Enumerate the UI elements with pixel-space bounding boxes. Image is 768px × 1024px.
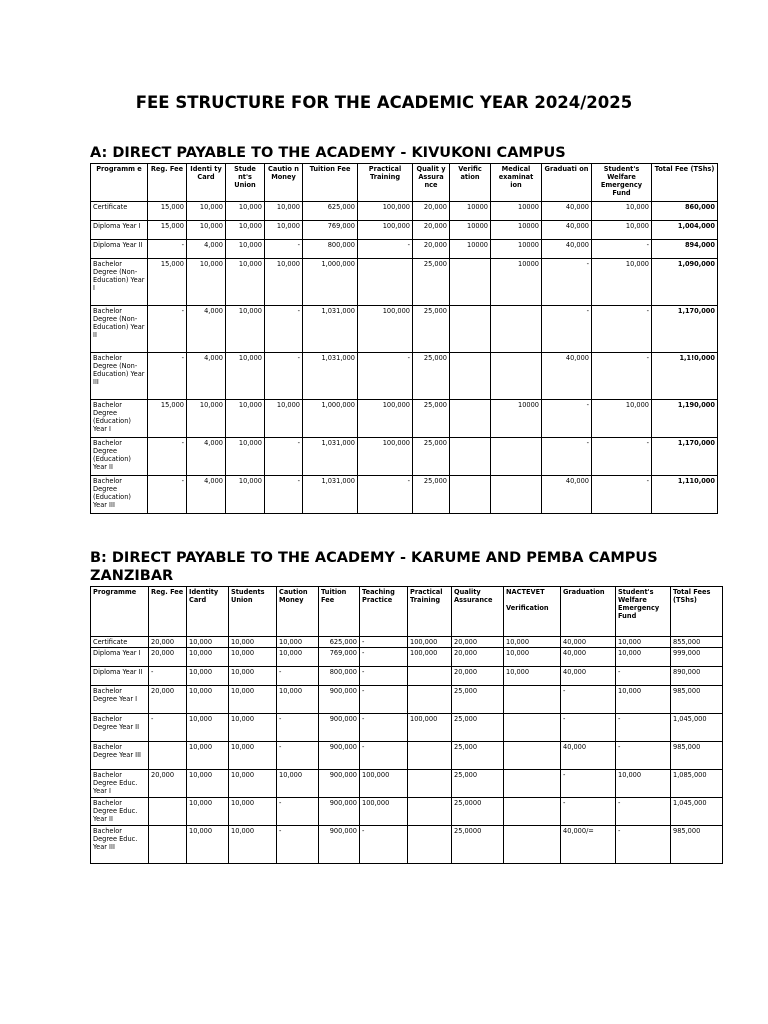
fee-cell-reg-fee: - bbox=[149, 714, 187, 742]
fee-cell-students-union: 10,000 bbox=[229, 714, 277, 742]
fee-cell-welfare-fund: - bbox=[616, 798, 671, 826]
fee-cell-col8: 25,000 bbox=[413, 476, 450, 514]
fee-cell-students-union: 10,000 bbox=[226, 202, 265, 221]
programme-cell: Bachelor Degree Educ. Year III bbox=[91, 826, 149, 864]
programme-cell: Bachelor Degree (Education) Year I bbox=[91, 400, 148, 438]
col-header-identity-card: Identi ty Card bbox=[187, 164, 226, 202]
fee-cell-col7: 100,000 bbox=[358, 202, 413, 221]
fee-cell-identity-card: 10,000 bbox=[187, 798, 229, 826]
fee-cell-col9 bbox=[450, 438, 491, 476]
fee-cell-total: 1,1!0,000 bbox=[652, 353, 718, 400]
table-a-table-row bbox=[91, 221, 718, 240]
fee-cell-graduation: - bbox=[542, 438, 592, 476]
fee-cell-tuition-fee: 900,000 bbox=[319, 714, 360, 742]
fee-cell-reg-fee: - bbox=[148, 476, 187, 514]
fee-cell-students-union: 10,000 bbox=[226, 306, 265, 353]
fee-cell-graduation: 40,000/= bbox=[561, 826, 616, 864]
col-header-welfare-fund: Student's Welfare Emergency Fund bbox=[616, 587, 671, 637]
programme-cell: Bachelor Degree Educ. Year I bbox=[91, 770, 149, 798]
col-header-caution-money: Cautio n Money bbox=[265, 164, 303, 202]
fee-cell-welfare-fund: - bbox=[592, 476, 652, 514]
programme-cell: Diploma Year II bbox=[91, 667, 149, 686]
fee-cell-col7: - bbox=[360, 686, 408, 714]
section-b-heading: B: DIRECT PAYABLE TO THE ACADEMY - KARUME AND PEMBA CAMPUS ZANZIBAR bbox=[90, 550, 658, 584]
fee-cell-graduation: - bbox=[542, 259, 592, 306]
fee-cell-welfare-fund: - bbox=[592, 438, 652, 476]
fee-cell-col7: 100,000 bbox=[358, 306, 413, 353]
fee-cell-identity-card: 10,000 bbox=[187, 714, 229, 742]
fee-cell-identity-card: 10,000 bbox=[187, 648, 229, 667]
fee-cell-graduation: 40,000 bbox=[561, 667, 616, 686]
fee-cell-total: 1,004,000 bbox=[652, 221, 718, 240]
fee-cell-graduation: 40,000 bbox=[542, 353, 592, 400]
fee-cell-col7: 100,000 bbox=[360, 798, 408, 826]
fee-cell-students-union: 10,000 bbox=[229, 648, 277, 667]
fee-cell-reg-fee: 15,000 bbox=[148, 202, 187, 221]
fee-cell-caution-money: - bbox=[265, 438, 303, 476]
fee-cell-col10 bbox=[504, 742, 561, 770]
fee-cell-identity-card: 4,000 bbox=[187, 240, 226, 259]
fee-cell-col8 bbox=[408, 798, 452, 826]
col-header-practical-training: Practical Training bbox=[358, 164, 413, 202]
fee-cell-total: 985,000 bbox=[671, 686, 723, 714]
fee-cell-col8: 100,000 bbox=[408, 714, 452, 742]
fee-cell-col7: - bbox=[360, 637, 408, 648]
fee-cell-col9 bbox=[450, 400, 491, 438]
fee-cell-caution-money: - bbox=[277, 798, 319, 826]
fee-cell-identity-card: 10,000 bbox=[187, 202, 226, 221]
fee-cell-welfare-fund: 10,000 bbox=[616, 637, 671, 648]
programme-cell: Diploma Year I bbox=[91, 221, 148, 240]
fee-cell-total: 1,045,000 bbox=[671, 714, 723, 742]
fee-cell-col8: 20,000 bbox=[413, 221, 450, 240]
fee-cell-identity-card: 10,000 bbox=[187, 400, 226, 438]
fee-cell-col10: 10000 bbox=[491, 400, 542, 438]
fee-cell-identity-card: 10,000 bbox=[187, 667, 229, 686]
fee-cell-col10 bbox=[504, 826, 561, 864]
fee-cell-identity-card: 4,000 bbox=[187, 353, 226, 400]
table-b-table-row bbox=[91, 742, 723, 770]
fee-cell-col7: - bbox=[360, 714, 408, 742]
fee-cell-col9: 10000 bbox=[450, 202, 491, 221]
fee-cell-col9: 25,000 bbox=[452, 742, 504, 770]
fee-cell-caution-money: - bbox=[265, 353, 303, 400]
fee-cell-caution-money: 10,000 bbox=[277, 648, 319, 667]
fee-cell-welfare-fund: 10,000 bbox=[592, 202, 652, 221]
fee-cell-welfare-fund: - bbox=[616, 667, 671, 686]
fee-cell-graduation: - bbox=[542, 306, 592, 353]
col-header-verification: Verific ation bbox=[450, 164, 491, 202]
fee-cell-col7: - bbox=[360, 742, 408, 770]
table-b-body bbox=[91, 637, 723, 864]
fee-cell-col10 bbox=[491, 438, 542, 476]
fee-cell-students-union: 10,000 bbox=[229, 770, 277, 798]
col-header-students-union: Stude nt's Union bbox=[226, 164, 265, 202]
fee-cell-col9: 25,0000 bbox=[452, 798, 504, 826]
fee-cell-reg-fee: 15,000 bbox=[148, 221, 187, 240]
fee-cell-identity-card: 4,000 bbox=[187, 306, 226, 353]
fee-cell-welfare-fund: 10,000 bbox=[616, 770, 671, 798]
fee-cell-graduation: - bbox=[561, 770, 616, 798]
col-header-welfare-fund: Student's Welfare Emergency Fund bbox=[592, 164, 652, 202]
fee-cell-caution-money: 10,000 bbox=[265, 400, 303, 438]
fee-cell-col7: - bbox=[358, 476, 413, 514]
fee-cell-col8: 25,000 bbox=[413, 400, 450, 438]
fee-cell-col7: 100,000 bbox=[358, 221, 413, 240]
fee-cell-col10 bbox=[504, 714, 561, 742]
fee-cell-col7: 100,000 bbox=[358, 400, 413, 438]
fee-cell-col10: 10000 bbox=[491, 202, 542, 221]
programme-cell: Bachelor Degree (Non-Education) Year II bbox=[91, 306, 148, 353]
table-a-table-row bbox=[91, 353, 718, 400]
table-b-table-row bbox=[91, 826, 723, 864]
table-b-table-row bbox=[91, 686, 723, 714]
fee-cell-caution-money: 10,000 bbox=[265, 202, 303, 221]
fee-cell-identity-card: 4,000 bbox=[187, 476, 226, 514]
fee-cell-tuition-fee: 1,031,000 bbox=[303, 306, 358, 353]
fee-cell-col7: - bbox=[360, 826, 408, 864]
fee-cell-welfare-fund: 10,000 bbox=[616, 648, 671, 667]
fee-cell-total: 1,170,000 bbox=[652, 438, 718, 476]
section-a-heading: A: DIRECT PAYABLE TO THE ACADEMY - KIVUKONI CAMPUS bbox=[90, 145, 566, 161]
fee-cell-caution-money: - bbox=[277, 826, 319, 864]
table-a-table-row bbox=[91, 202, 718, 221]
col-header-total-fee: Total Fee (TShs) bbox=[652, 164, 718, 202]
fee-cell-total: 1,170,000 bbox=[652, 306, 718, 353]
fee-cell-col8: 100,000 bbox=[408, 637, 452, 648]
fee-cell-total: 860,000 bbox=[652, 202, 718, 221]
fee-cell-reg-fee bbox=[149, 742, 187, 770]
fee-cell-tuition-fee: 1,031,000 bbox=[303, 353, 358, 400]
table-b-table-row bbox=[91, 714, 723, 742]
programme-cell: Certificate bbox=[91, 637, 149, 648]
fee-cell-tuition-fee: 900,000 bbox=[319, 742, 360, 770]
fee-cell-identity-card: 10,000 bbox=[187, 221, 226, 240]
fee-cell-col10: 10,000 bbox=[504, 637, 561, 648]
fee-cell-col8 bbox=[408, 826, 452, 864]
fee-cell-identity-card: 10,000 bbox=[187, 826, 229, 864]
fee-cell-identity-card: 10,000 bbox=[187, 742, 229, 770]
fee-cell-col10 bbox=[504, 686, 561, 714]
fee-cell-students-union: 10,000 bbox=[229, 742, 277, 770]
fee-cell-col9 bbox=[450, 259, 491, 306]
fee-cell-total: 1,085,000 bbox=[671, 770, 723, 798]
fee-cell-welfare-fund: - bbox=[592, 306, 652, 353]
fee-cell-total: 999,000 bbox=[671, 648, 723, 667]
fee-cell-students-union: 10,000 bbox=[229, 667, 277, 686]
fee-cell-identity-card: 10,000 bbox=[187, 637, 229, 648]
programme-cell: Bachelor Degree (Non-Education) Year III bbox=[91, 353, 148, 400]
fee-cell-caution-money: 10,000 bbox=[265, 259, 303, 306]
fee-cell-tuition-fee: 900,000 bbox=[319, 826, 360, 864]
fee-cell-caution-money: - bbox=[265, 476, 303, 514]
nactevet-label: NACTEVET bbox=[506, 588, 545, 596]
fee-cell-students-union: 10,000 bbox=[229, 637, 277, 648]
programme-cell: Bachelor Degree (Non-Education) Year I bbox=[91, 259, 148, 306]
fee-cell-tuition-fee: 900,000 bbox=[319, 686, 360, 714]
fee-cell-total: 890,000 bbox=[671, 667, 723, 686]
table-b-table-row bbox=[91, 648, 723, 667]
col-header-practical-training: Practical Training bbox=[408, 587, 452, 637]
col-header-graduation: Graduati on bbox=[542, 164, 592, 202]
fee-cell-col10: 10000 bbox=[491, 221, 542, 240]
fee-cell-col9: 25,000 bbox=[452, 770, 504, 798]
programme-cell: Diploma Year II bbox=[91, 240, 148, 259]
fee-cell-reg-fee bbox=[149, 798, 187, 826]
col-header-caution-money: Caution Money bbox=[277, 587, 319, 637]
fee-cell-graduation: - bbox=[542, 400, 592, 438]
table-a-table-row bbox=[91, 476, 718, 514]
fee-cell-tuition-fee: 1,000,000 bbox=[303, 400, 358, 438]
fee-cell-col8: 25,000 bbox=[413, 306, 450, 353]
fee-cell-caution-money: - bbox=[265, 240, 303, 259]
fee-cell-identity-card: 10,000 bbox=[187, 686, 229, 714]
fee-cell-graduation: - bbox=[561, 714, 616, 742]
fee-cell-col9 bbox=[450, 353, 491, 400]
fee-cell-col9: 20,000 bbox=[452, 648, 504, 667]
fee-cell-col7 bbox=[358, 259, 413, 306]
programme-cell: Bachelor Degree Year II bbox=[91, 714, 149, 742]
fee-cell-reg-fee: - bbox=[148, 306, 187, 353]
table-a-table-row bbox=[91, 259, 718, 306]
fee-cell-col7: - bbox=[360, 648, 408, 667]
programme-cell: Bachelor Degree Year I bbox=[91, 686, 149, 714]
fee-cell-tuition-fee: 900,000 bbox=[319, 798, 360, 826]
table-a-table-row bbox=[91, 240, 718, 259]
fee-cell-reg-fee: 15,000 bbox=[148, 400, 187, 438]
fee-cell-caution-money: - bbox=[277, 742, 319, 770]
fee-cell-reg-fee: - bbox=[148, 353, 187, 400]
col-header-identity-card: Identity Card bbox=[187, 587, 229, 637]
fee-cell-col9: 10000 bbox=[450, 240, 491, 259]
fee-cell-col7: - bbox=[358, 240, 413, 259]
fee-cell-tuition-fee: 800,000 bbox=[303, 240, 358, 259]
col-header-quality-assurance: Qualit y Assura nce bbox=[413, 164, 450, 202]
fee-cell-col10 bbox=[491, 306, 542, 353]
fee-cell-caution-money: - bbox=[277, 667, 319, 686]
fee-cell-caution-money: 10,000 bbox=[277, 770, 319, 798]
fee-cell-total: 1,190,000 bbox=[652, 400, 718, 438]
fee-cell-col9: 25,000 bbox=[452, 686, 504, 714]
fee-cell-total: 985,000 bbox=[671, 826, 723, 864]
col-header-nactevet bbox=[504, 587, 561, 637]
fee-cell-tuition-fee: 1,031,000 bbox=[303, 476, 358, 514]
fee-cell-graduation: 40,000 bbox=[542, 476, 592, 514]
fee-cell-caution-money: 10,000 bbox=[277, 637, 319, 648]
programme-cell: Bachelor Degree Educ. Year II bbox=[91, 798, 149, 826]
fee-cell-col10: 10000 bbox=[491, 240, 542, 259]
programme-cell: Bachelor Degree (Education) Year III bbox=[91, 476, 148, 514]
fee-cell-graduation: 40,000 bbox=[542, 202, 592, 221]
col-header-medical-examination: Medical examinat ion bbox=[491, 164, 542, 202]
fee-cell-caution-money: - bbox=[265, 306, 303, 353]
fee-cell-welfare-fund: - bbox=[616, 714, 671, 742]
fee-cell-reg-fee: 20,000 bbox=[149, 686, 187, 714]
col-header-reg-fee: Reg. Fee bbox=[149, 587, 187, 637]
fee-cell-students-union: 10,000 bbox=[226, 476, 265, 514]
table-a-table-row bbox=[91, 306, 718, 353]
fee-cell-reg-fee: - bbox=[148, 438, 187, 476]
fee-cell-col9: 25,000 bbox=[452, 714, 504, 742]
col-header-programme: Programme bbox=[91, 587, 149, 637]
fee-cell-col8: 100,000 bbox=[408, 648, 452, 667]
col-header-programme: Programm e bbox=[91, 164, 148, 202]
programme-cell: Bachelor Degree Year III bbox=[91, 742, 149, 770]
col-header-reg-fee: Reg. Fee bbox=[148, 164, 187, 202]
fee-cell-total: 1,045,000 bbox=[671, 798, 723, 826]
fee-cell-col8: 25,000 bbox=[413, 259, 450, 306]
fee-cell-reg-fee bbox=[149, 826, 187, 864]
fee-cell-reg-fee: - bbox=[149, 667, 187, 686]
fee-cell-col8: 25,000 bbox=[413, 353, 450, 400]
fee-cell-students-union: 10,000 bbox=[226, 438, 265, 476]
fee-cell-welfare-fund: - bbox=[616, 826, 671, 864]
fee-cell-col9 bbox=[450, 306, 491, 353]
fee-cell-col8 bbox=[408, 742, 452, 770]
table-b-table-row bbox=[91, 798, 723, 826]
table-a-body bbox=[91, 202, 718, 514]
fee-cell-reg-fee: 20,000 bbox=[149, 770, 187, 798]
fee-cell-welfare-fund: - bbox=[592, 240, 652, 259]
fee-cell-col7: - bbox=[360, 667, 408, 686]
programme-cell: Certificate bbox=[91, 202, 148, 221]
fee-cell-total: 894,000 bbox=[652, 240, 718, 259]
fee-cell-graduation: 40,000 bbox=[542, 240, 592, 259]
programme-cell: Diploma Year I bbox=[91, 648, 149, 667]
fee-cell-welfare-fund: - bbox=[616, 742, 671, 770]
fee-cell-graduation: 40,000 bbox=[542, 221, 592, 240]
fee-cell-total: 1,110,000 bbox=[652, 476, 718, 514]
fee-cell-students-union: 10,000 bbox=[226, 221, 265, 240]
zanzibar-fee-table bbox=[90, 586, 723, 864]
table-a-table-row bbox=[91, 438, 718, 476]
fee-cell-tuition-fee: 800,000 bbox=[319, 667, 360, 686]
fee-cell-reg-fee: 20,000 bbox=[149, 648, 187, 667]
fee-cell-col9: 25,0000 bbox=[452, 826, 504, 864]
fee-cell-reg-fee: 15,000 bbox=[148, 259, 187, 306]
fee-cell-graduation: 40,000 bbox=[561, 637, 616, 648]
fee-cell-col7: 100,000 bbox=[360, 770, 408, 798]
table-b-table-row bbox=[91, 637, 723, 648]
fee-cell-col8: 20,000 bbox=[413, 202, 450, 221]
fee-cell-col9: 20,000 bbox=[452, 637, 504, 648]
fee-cell-total: 1,090,000 bbox=[652, 259, 718, 306]
fee-cell-caution-money: 10,000 bbox=[265, 221, 303, 240]
table-b-header-row bbox=[91, 587, 723, 637]
kivukoni-fee-table bbox=[90, 163, 718, 514]
fee-cell-identity-card: 10,000 bbox=[187, 770, 229, 798]
fee-cell-col10: 10,000 bbox=[504, 667, 561, 686]
fee-cell-col10 bbox=[491, 476, 542, 514]
fee-cell-col10 bbox=[504, 770, 561, 798]
table-a-header-row bbox=[91, 164, 718, 202]
fee-cell-total: 855,000 bbox=[671, 637, 723, 648]
fee-cell-caution-money: - bbox=[277, 714, 319, 742]
fee-cell-tuition-fee: 769,000 bbox=[319, 648, 360, 667]
fee-cell-tuition-fee: 1,031,000 bbox=[303, 438, 358, 476]
fee-cell-students-union: 10,000 bbox=[229, 826, 277, 864]
fee-cell-col8 bbox=[408, 770, 452, 798]
programme-cell: Bachelor Degree (Education) Year II bbox=[91, 438, 148, 476]
fee-cell-col8 bbox=[408, 667, 452, 686]
fee-cell-students-union: 10,000 bbox=[226, 353, 265, 400]
fee-cell-col10: 10000 bbox=[491, 259, 542, 306]
col-header-graduation: Graduation bbox=[561, 587, 616, 637]
fee-cell-welfare-fund: 10,000 bbox=[592, 259, 652, 306]
fee-cell-col8: 20,000 bbox=[413, 240, 450, 259]
fee-cell-students-union: 10,000 bbox=[226, 240, 265, 259]
fee-cell-tuition-fee: 625,000 bbox=[303, 202, 358, 221]
fee-cell-col8: 25,000 bbox=[413, 438, 450, 476]
fee-cell-reg-fee: 20,000 bbox=[149, 637, 187, 648]
fee-cell-identity-card: 10,000 bbox=[187, 259, 226, 306]
fee-cell-col10 bbox=[491, 353, 542, 400]
fee-cell-tuition-fee: 1,000,000 bbox=[303, 259, 358, 306]
fee-cell-col9: 20,000 bbox=[452, 667, 504, 686]
fee-cell-identity-card: 4,000 bbox=[187, 438, 226, 476]
fee-cell-welfare-fund: 10,000 bbox=[592, 221, 652, 240]
fee-cell-welfare-fund: 10,000 bbox=[616, 686, 671, 714]
col-header-teaching-practice: Teaching Practice bbox=[360, 587, 408, 637]
table-b-table-row bbox=[91, 770, 723, 798]
fee-cell-col9: 10000 bbox=[450, 221, 491, 240]
fee-cell-col7: - bbox=[358, 353, 413, 400]
fee-cell-tuition-fee: 769,000 bbox=[303, 221, 358, 240]
col-header-tuition-fee: Tuition Fee bbox=[319, 587, 360, 637]
fee-cell-students-union: 10,000 bbox=[226, 259, 265, 306]
fee-cell-col9 bbox=[450, 476, 491, 514]
fee-cell-students-union: 10,000 bbox=[226, 400, 265, 438]
fee-cell-welfare-fund: - bbox=[592, 353, 652, 400]
fee-cell-graduation: - bbox=[561, 686, 616, 714]
fee-cell-caution-money: 10,000 bbox=[277, 686, 319, 714]
fee-cell-col10: 10,000 bbox=[504, 648, 561, 667]
fee-cell-students-union: 10,000 bbox=[229, 686, 277, 714]
table-b-table-row bbox=[91, 667, 723, 686]
col-header-quality-assurance: Quality Assurance bbox=[452, 587, 504, 637]
fee-cell-welfare-fund: 10,000 bbox=[592, 400, 652, 438]
col-header-tuition-fee: Tuition Fee bbox=[303, 164, 358, 202]
fee-cell-col7: 100,000 bbox=[358, 438, 413, 476]
fee-cell-tuition-fee: 625,000 bbox=[319, 637, 360, 648]
fee-cell-graduation: 40,000 bbox=[561, 742, 616, 770]
fee-cell-tuition-fee: 900,000 bbox=[319, 770, 360, 798]
document-title: FEE STRUCTURE FOR THE ACADEMIC YEAR 2024/2025 bbox=[135, 93, 633, 112]
fee-cell-graduation: 40,000 bbox=[561, 648, 616, 667]
fee-cell-col8 bbox=[408, 686, 452, 714]
fee-cell-reg-fee: - bbox=[148, 240, 187, 259]
table-a-table-row bbox=[91, 400, 718, 438]
fee-cell-total: 985,000 bbox=[671, 742, 723, 770]
fee-cell-students-union: 10,000 bbox=[229, 798, 277, 826]
col-header-total-fees: Total Fees (TShs) bbox=[671, 587, 723, 637]
col-header-students-union: Students Union bbox=[229, 587, 277, 637]
fee-cell-col10 bbox=[504, 798, 561, 826]
nactevet-verification-label: Verification bbox=[506, 604, 549, 612]
fee-cell-graduation: - bbox=[561, 798, 616, 826]
